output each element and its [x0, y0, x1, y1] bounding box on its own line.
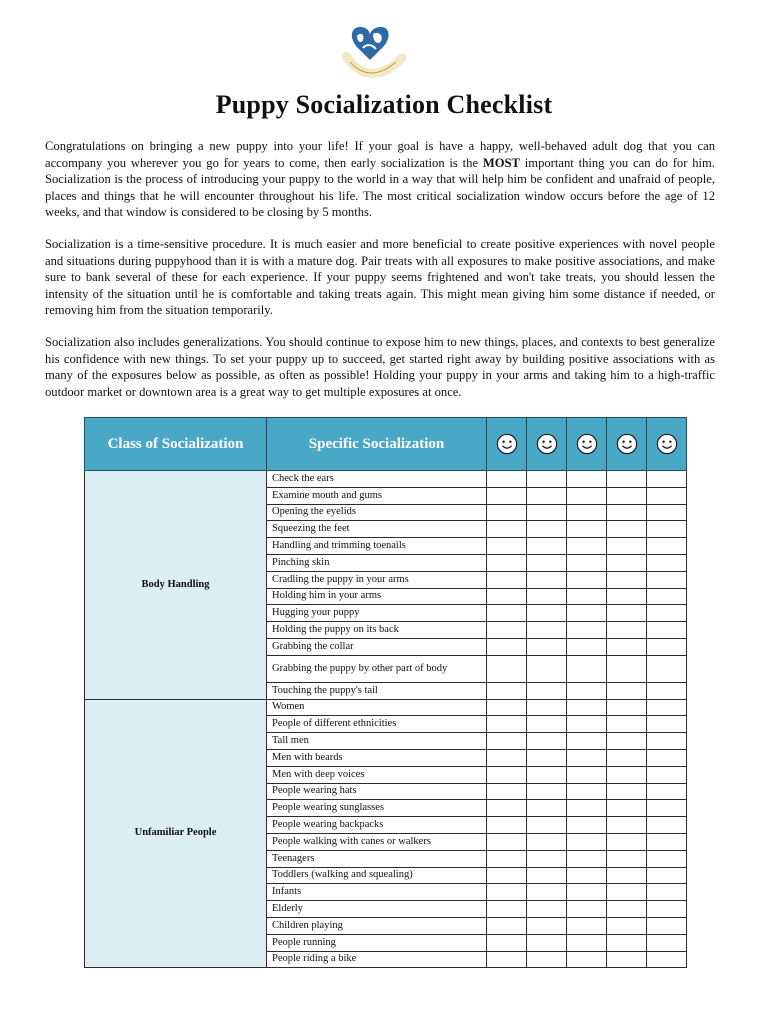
- socialization-item: Men with beards: [267, 749, 487, 766]
- check-box-cell[interactable]: [647, 800, 687, 817]
- check-box-cell[interactable]: [567, 538, 607, 555]
- intro-paragraph-2: Socialization is a time-sensitive procedure. It is much easier and more beneficial to create positive experiences with novel people and situations during puppyhood than it is with a mature dog. Pair treats with all exposures to make positive associations, and make sure to bank several of these for each experience. If your puppy seems frightened and won't take treats, you should lessen the intensity of the situation until he is comfortable and taking treats again. This might mean giving him some distance if needed, or removing him from the situation temporarily.: [45, 237, 715, 318]
- socialization-item: People of different ethnicities: [267, 716, 487, 733]
- check-box-cell[interactable]: [647, 783, 687, 800]
- check-box-cell[interactable]: [487, 951, 527, 968]
- socialization-item: Check the ears: [267, 471, 487, 488]
- check-box-cell[interactable]: [607, 733, 647, 750]
- check-box-cell[interactable]: [607, 884, 647, 901]
- check-box-cell[interactable]: [567, 699, 607, 716]
- check-box-cell[interactable]: [487, 682, 527, 699]
- class-cell: Body Handling: [85, 471, 267, 700]
- check-box-cell[interactable]: [527, 901, 567, 918]
- check-box-cell[interactable]: [567, 588, 607, 605]
- check-box-cell[interactable]: [487, 471, 527, 488]
- check-box-cell[interactable]: [607, 833, 647, 850]
- check-box-cell[interactable]: [607, 487, 647, 504]
- check-box-cell[interactable]: [567, 951, 607, 968]
- check-box-cell[interactable]: [487, 850, 527, 867]
- check-box-cell[interactable]: [487, 884, 527, 901]
- check-box-cell[interactable]: [487, 817, 527, 834]
- check-box-cell[interactable]: [487, 833, 527, 850]
- check-box-cell[interactable]: [567, 521, 607, 538]
- check-box-cell[interactable]: [567, 934, 607, 951]
- socialization-item: Infants: [267, 884, 487, 901]
- check-box-cell[interactable]: [487, 934, 527, 951]
- table-header-row: [85, 418, 687, 471]
- check-box-cell[interactable]: [527, 571, 567, 588]
- check-box-cell[interactable]: [647, 554, 687, 571]
- socialization-item: Teenagers: [267, 850, 487, 867]
- check-box-cell[interactable]: [567, 901, 607, 918]
- check-box-cell[interactable]: [567, 471, 607, 488]
- check-box-cell[interactable]: [527, 471, 567, 488]
- check-box-cell[interactable]: [527, 766, 567, 783]
- check-box-cell[interactable]: [527, 699, 567, 716]
- header-specific-socialization: Specific Socialization: [267, 418, 487, 471]
- check-box-cell[interactable]: [647, 733, 687, 750]
- check-box-cell[interactable]: [647, 471, 687, 488]
- check-box-cell[interactable]: [607, 901, 647, 918]
- smiley-face-icon: [576, 435, 598, 451]
- check-box-cell[interactable]: [527, 884, 567, 901]
- socialization-item: Touching the puppy's tail: [267, 682, 487, 699]
- check-box-cell[interactable]: [527, 800, 567, 817]
- check-box-cell[interactable]: [607, 538, 647, 555]
- check-box-cell[interactable]: [527, 622, 567, 639]
- check-box-cell[interactable]: [527, 867, 567, 884]
- check-box-cell[interactable]: [607, 867, 647, 884]
- check-box-cell[interactable]: [527, 588, 567, 605]
- check-box-cell[interactable]: [567, 833, 607, 850]
- check-box-cell[interactable]: [647, 638, 687, 655]
- check-box-cell[interactable]: [487, 487, 527, 504]
- check-box-cell[interactable]: [647, 622, 687, 639]
- check-box-cell[interactable]: [647, 749, 687, 766]
- socialization-item: People wearing sunglasses: [267, 800, 487, 817]
- check-box-cell[interactable]: [647, 867, 687, 884]
- check-box-cell[interactable]: [647, 699, 687, 716]
- socialization-item: Men with deep voices: [267, 766, 487, 783]
- check-box-cell[interactable]: [607, 471, 647, 488]
- check-box-cell[interactable]: [607, 749, 647, 766]
- check-box-cell[interactable]: [567, 554, 607, 571]
- check-box-cell[interactable]: [487, 917, 527, 934]
- table-row: [85, 471, 687, 488]
- check-box-cell[interactable]: [487, 733, 527, 750]
- check-box-cell[interactable]: [607, 622, 647, 639]
- check-box-cell[interactable]: [527, 733, 567, 750]
- check-box-cell[interactable]: [487, 638, 527, 655]
- header-smiley-3: [567, 418, 607, 471]
- check-box-cell[interactable]: [567, 638, 607, 655]
- check-box-cell[interactable]: [567, 504, 607, 521]
- check-box-cell[interactable]: [607, 917, 647, 934]
- check-box-cell[interactable]: [527, 716, 567, 733]
- check-box-cell[interactable]: [647, 766, 687, 783]
- header-class-of-socialization: Class of Socialization: [85, 418, 267, 471]
- check-box-cell[interactable]: [487, 605, 527, 622]
- check-box-cell[interactable]: [527, 605, 567, 622]
- socialization-item: People walking with canes or walkers: [267, 833, 487, 850]
- check-box-cell[interactable]: [487, 867, 527, 884]
- check-box-cell[interactable]: [487, 800, 527, 817]
- socialization-item: Cradling the puppy in your arms: [267, 571, 487, 588]
- check-box-cell[interactable]: [607, 817, 647, 834]
- page-title: Puppy Socialization Checklist: [215, 90, 553, 119]
- check-box-cell[interactable]: [527, 554, 567, 571]
- socialization-item: Grabbing the puppy by other part of body: [267, 655, 487, 682]
- socialization-item: Holding the puppy on its back: [267, 622, 487, 639]
- check-box-cell[interactable]: [527, 504, 567, 521]
- check-box-cell[interactable]: [567, 571, 607, 588]
- check-box-cell[interactable]: [487, 749, 527, 766]
- check-box-cell[interactable]: [647, 716, 687, 733]
- check-box-cell[interactable]: [607, 638, 647, 655]
- check-box-cell[interactable]: [487, 622, 527, 639]
- check-box-cell[interactable]: [527, 487, 567, 504]
- check-box-cell[interactable]: [647, 487, 687, 504]
- emphasis-most: MOST: [482, 155, 520, 170]
- check-box-cell[interactable]: [487, 588, 527, 605]
- check-box-cell[interactable]: [567, 733, 607, 750]
- socialization-item: Children playing: [267, 917, 487, 934]
- intro-paragraph-1: Congratulations on bringing a new puppy into your life! If your goal is have a happy, well-behaved adult dog that you can accompany you wherever you go for years to come, then early socialization is the MOST important thing you can do for him. Socialization is the process of introducing your puppy to the world in a way that will help him be confident and unafraid of people, places and things that he will encounter throughout his life. The most critical socialization window occurs before the age of 12 weeks, and that window is considered to be closing by 5 months.: [45, 139, 715, 220]
- header-smiley-2: [527, 418, 567, 471]
- check-box-cell[interactable]: [487, 766, 527, 783]
- check-box-cell[interactable]: [647, 817, 687, 834]
- check-box-cell[interactable]: [647, 571, 687, 588]
- check-box-cell[interactable]: [567, 884, 607, 901]
- check-box-cell[interactable]: [647, 521, 687, 538]
- check-box-cell[interactable]: [527, 749, 567, 766]
- check-box-cell[interactable]: [647, 504, 687, 521]
- check-box-cell[interactable]: [607, 850, 647, 867]
- check-box-cell[interactable]: [647, 951, 687, 968]
- socialization-item: Elderly: [267, 901, 487, 918]
- socialization-checklist-table: [84, 417, 687, 968]
- socialization-item: Opening the eyelids: [267, 504, 487, 521]
- check-box-cell[interactable]: [607, 605, 647, 622]
- socialization-item: Women: [267, 699, 487, 716]
- check-box-cell[interactable]: [487, 716, 527, 733]
- louisiana-spca-logo: [330, 22, 420, 86]
- check-box-cell[interactable]: [487, 554, 527, 571]
- socialization-item: People wearing hats: [267, 783, 487, 800]
- check-box-cell[interactable]: [647, 833, 687, 850]
- socialization-item: People riding a bike: [267, 951, 487, 968]
- check-box-cell[interactable]: [607, 521, 647, 538]
- check-box-cell[interactable]: [607, 783, 647, 800]
- check-box-cell[interactable]: [487, 655, 527, 682]
- check-box-cell[interactable]: [647, 682, 687, 699]
- socialization-item: Tall men: [267, 733, 487, 750]
- socialization-item: Handling and trimming toenails: [267, 538, 487, 555]
- check-box-cell[interactable]: [607, 655, 647, 682]
- socialization-item: Toddlers (walking and squealing): [267, 867, 487, 884]
- check-box-cell[interactable]: [607, 682, 647, 699]
- check-box-cell[interactable]: [607, 571, 647, 588]
- check-box-cell[interactable]: [607, 766, 647, 783]
- check-box-cell[interactable]: [567, 800, 607, 817]
- socialization-item: Pinching skin: [267, 554, 487, 571]
- check-box-cell[interactable]: [567, 783, 607, 800]
- check-box-cell[interactable]: [567, 487, 607, 504]
- socialization-item: Squeezing the feet: [267, 521, 487, 538]
- check-box-cell[interactable]: [567, 655, 607, 682]
- check-box-cell[interactable]: [607, 951, 647, 968]
- check-box-cell[interactable]: [567, 605, 607, 622]
- check-box-cell[interactable]: [607, 588, 647, 605]
- socialization-item: Examine mouth and gums: [267, 487, 487, 504]
- socialization-item: Hugging your puppy: [267, 605, 487, 622]
- smiley-face-icon: [496, 435, 518, 451]
- check-box-cell[interactable]: [567, 917, 607, 934]
- check-box-cell[interactable]: [527, 850, 567, 867]
- class-cell: Unfamiliar People: [85, 699, 267, 968]
- check-box-cell[interactable]: [607, 800, 647, 817]
- check-box-cell[interactable]: [567, 682, 607, 699]
- check-box-cell[interactable]: [487, 571, 527, 588]
- check-box-cell[interactable]: [527, 817, 567, 834]
- check-box-cell[interactable]: [647, 884, 687, 901]
- check-box-cell[interactable]: [607, 699, 647, 716]
- check-box-cell[interactable]: [527, 833, 567, 850]
- check-box-cell[interactable]: [527, 934, 567, 951]
- check-box-cell[interactable]: [527, 638, 567, 655]
- check-box-cell[interactable]: [487, 504, 527, 521]
- check-box-cell[interactable]: [647, 901, 687, 918]
- check-box-cell[interactable]: [487, 521, 527, 538]
- check-box-cell[interactable]: [527, 655, 567, 682]
- check-box-cell[interactable]: [647, 850, 687, 867]
- smiley-face-icon: [536, 435, 558, 451]
- header-smiley-5: [647, 418, 687, 471]
- check-box-cell[interactable]: [487, 783, 527, 800]
- check-box-cell[interactable]: [527, 783, 567, 800]
- socialization-item: Holding him in your arms: [267, 588, 487, 605]
- check-box-cell[interactable]: [527, 521, 567, 538]
- header-smiley-4: [607, 418, 647, 471]
- check-box-cell[interactable]: [567, 766, 607, 783]
- check-box-cell[interactable]: [567, 716, 607, 733]
- check-box-cell[interactable]: [567, 867, 607, 884]
- check-box-cell[interactable]: [487, 699, 527, 716]
- table-row: [85, 699, 687, 716]
- check-box-cell[interactable]: [607, 504, 647, 521]
- smiley-face-icon: [656, 435, 678, 451]
- check-box-cell[interactable]: [527, 951, 567, 968]
- check-box-cell[interactable]: [567, 749, 607, 766]
- check-box-cell[interactable]: [647, 538, 687, 555]
- socialization-item: People wearing backpacks: [267, 817, 487, 834]
- check-box-cell[interactable]: [647, 917, 687, 934]
- socialization-item: Grabbing the collar: [267, 638, 487, 655]
- smiley-face-icon: [616, 435, 638, 451]
- check-box-cell[interactable]: [607, 716, 647, 733]
- intro-paragraph-3: Socialization also includes generalizations. You should continue to expose him to new things, places, and contexts to best generalize his confidence with new things. To set your puppy up to succeed, get started right away by building positive associations with as many of the exposures below as possible, as often as possible! Holding your puppy in your arms and taking him to a high-traffic outdoor market or downtown area is a great way to get multiple exposures at once.: [45, 335, 715, 399]
- check-box-cell[interactable]: [527, 538, 567, 555]
- check-box-cell[interactable]: [567, 850, 607, 867]
- check-box-cell[interactable]: [527, 917, 567, 934]
- check-box-cell[interactable]: [607, 554, 647, 571]
- check-box-cell[interactable]: [487, 901, 527, 918]
- check-box-cell[interactable]: [647, 655, 687, 682]
- check-box-cell[interactable]: [487, 538, 527, 555]
- check-box-cell[interactable]: [647, 588, 687, 605]
- check-box-cell[interactable]: [647, 934, 687, 951]
- check-box-cell[interactable]: [607, 934, 647, 951]
- header-smiley-1: [487, 418, 527, 471]
- socialization-item: People running: [267, 934, 487, 951]
- check-box-cell[interactable]: [567, 622, 607, 639]
- check-box-cell[interactable]: [527, 682, 567, 699]
- check-box-cell[interactable]: [567, 817, 607, 834]
- check-box-cell[interactable]: [647, 605, 687, 622]
